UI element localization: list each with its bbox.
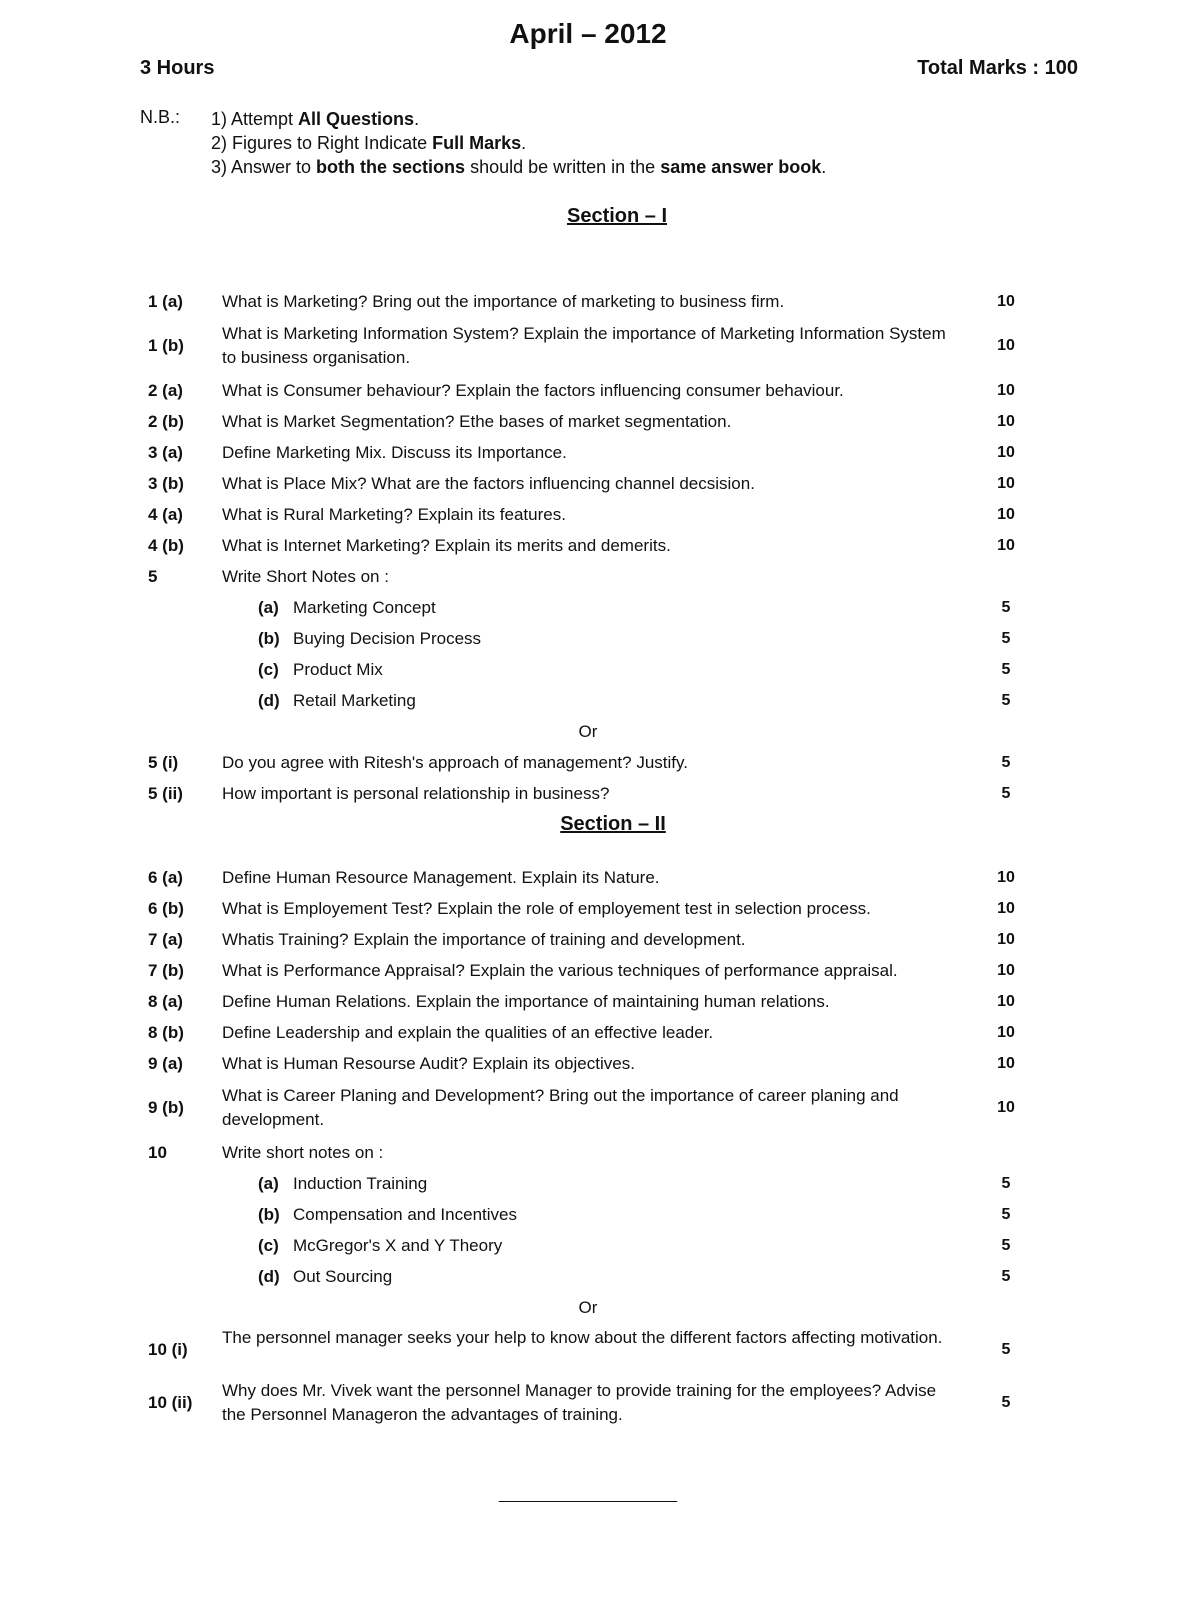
question-marks: 5 bbox=[1001, 599, 1011, 616]
question-row bbox=[0, 1079, 1201, 1137]
question-text: Marketing Concept bbox=[293, 598, 436, 617]
question-number: 8 (a) bbox=[148, 992, 183, 1011]
question-text: Whatis Training? Explain the importance of training and development. bbox=[222, 930, 746, 949]
end-line: ____________________ bbox=[499, 1486, 677, 1503]
question-number: (d) bbox=[258, 691, 280, 710]
question-marks: 10 bbox=[997, 869, 1015, 886]
question-marks: 10 bbox=[997, 1055, 1015, 1072]
question-text: Compensation and Incentives bbox=[293, 1205, 517, 1224]
instructions bbox=[211, 107, 826, 179]
instruction-2: 2) Figures to Right Indicate Full Marks. bbox=[211, 133, 527, 153]
sub-question-row bbox=[0, 592, 1201, 623]
question-row bbox=[0, 986, 1201, 1017]
question-number: (d) bbox=[258, 1267, 280, 1286]
question-text: How important is personal relationship in business? bbox=[222, 784, 610, 803]
question-text: What is Consumer behaviour? Explain the factors influencing consumer behaviour. bbox=[222, 381, 844, 400]
exam-title: April – 2012 bbox=[509, 18, 667, 49]
nb-label: N.B.: bbox=[140, 107, 181, 127]
question-row bbox=[0, 286, 1201, 317]
question-marks: 10 bbox=[997, 931, 1015, 948]
question-marks: 10 bbox=[997, 293, 1015, 310]
question-text: What is Employement Test? Explain the role of employement test in selection process. bbox=[222, 899, 871, 918]
question-number: 9 (b) bbox=[148, 1098, 184, 1117]
question-number: (b) bbox=[258, 629, 280, 648]
question-text: What is Marketing? Bring out the importance of marketing to business firm. bbox=[222, 292, 785, 311]
question-marks: 5 bbox=[1001, 1268, 1011, 1285]
question-marks: 10 bbox=[997, 993, 1015, 1010]
question-number: 5 (i) bbox=[148, 753, 179, 772]
question-number: 9 (a) bbox=[148, 1054, 183, 1073]
question-number: (c) bbox=[258, 660, 279, 679]
question-list bbox=[0, 286, 1201, 1429]
sub-question-row bbox=[0, 1261, 1201, 1292]
question-row bbox=[0, 499, 1201, 530]
question-number: 3 (b) bbox=[148, 474, 184, 493]
question-number: 4 (a) bbox=[148, 505, 183, 524]
question-number: 5 bbox=[148, 567, 158, 586]
question-marks: 5 bbox=[1001, 1237, 1011, 1254]
question-text: Define Leadership and explain the qualities of an effective leader. bbox=[222, 1023, 714, 1042]
sub-question-row bbox=[0, 1168, 1201, 1199]
question-marks: 10 bbox=[997, 962, 1015, 979]
question-number: 3 (a) bbox=[148, 443, 183, 462]
question-marks: 10 bbox=[997, 337, 1015, 354]
question-row bbox=[0, 924, 1201, 955]
question-row bbox=[0, 747, 1201, 778]
question-row bbox=[0, 317, 1201, 375]
question-row bbox=[0, 530, 1201, 561]
duration: 3 Hours bbox=[140, 57, 215, 79]
question-marks: 10 bbox=[997, 1099, 1015, 1116]
question-text: What is Human Resourse Audit? Explain its objectives. bbox=[222, 1054, 635, 1073]
question-text: McGregor's X and Y Theory bbox=[293, 1236, 503, 1255]
question-number: 2 (b) bbox=[148, 412, 184, 431]
question-row bbox=[0, 955, 1201, 986]
sub-question-row bbox=[0, 623, 1201, 654]
question-row bbox=[0, 1137, 1201, 1168]
question-number: 6 (a) bbox=[148, 868, 183, 887]
question-marks: 5 bbox=[1001, 1175, 1011, 1192]
instruction-3: 3) Answer to both the sections should be written in the same answer book. bbox=[211, 157, 827, 177]
question-number: (a) bbox=[258, 1174, 279, 1193]
question-text: Define Human Resource Management. Explain its Nature. bbox=[222, 868, 660, 887]
question-number: 10 bbox=[148, 1143, 167, 1162]
question-row bbox=[0, 893, 1201, 924]
question-row bbox=[0, 1376, 1201, 1429]
question-number: 1 (a) bbox=[148, 292, 183, 311]
question-number: 7 (b) bbox=[148, 961, 184, 980]
question-number: (c) bbox=[258, 1236, 279, 1255]
question-number: 1 (b) bbox=[148, 336, 184, 355]
question-marks: 10 bbox=[997, 506, 1015, 523]
question-text: Why does Mr. Vivek want the personnel Manager to provide training for the employees? Advise the Personnel Manageron the advantages of training. bbox=[222, 1381, 937, 1424]
question-text: Do you agree with Ritesh's approach of management? Justify. bbox=[222, 753, 688, 772]
sub-question-row bbox=[0, 1199, 1201, 1230]
question-number: 7 (a) bbox=[148, 930, 183, 949]
question-text: What is Career Planing and Development? Bring out the importance of career planing and development. bbox=[222, 1086, 899, 1129]
question-marks: 10 bbox=[997, 537, 1015, 554]
question-marks: 5 bbox=[1001, 692, 1011, 709]
or-divider: Or bbox=[578, 1298, 598, 1317]
question-text: What is Marketing Information System? Explain the importance of Marketing Information System to business organisation. bbox=[222, 324, 946, 367]
spacer bbox=[0, 839, 1201, 862]
question-marks: 5 bbox=[1001, 754, 1011, 771]
question-text: What is Performance Appraisal? Explain the various techniques of performance appraisal. bbox=[222, 961, 898, 980]
question-marks: 5 bbox=[1001, 1206, 1011, 1223]
question-number: 4 (b) bbox=[148, 536, 184, 555]
question-row bbox=[0, 468, 1201, 499]
question-number: (a) bbox=[258, 598, 279, 617]
question-text: Product Mix bbox=[293, 660, 383, 679]
question-text: Induction Training bbox=[293, 1174, 428, 1193]
question-row bbox=[0, 1048, 1201, 1079]
instruction-1: 1) Attempt All Questions. bbox=[211, 109, 420, 129]
question-number: 10 (ii) bbox=[148, 1393, 193, 1412]
question-marks: 5 bbox=[1001, 630, 1011, 647]
question-marks: 5 bbox=[1001, 661, 1011, 678]
question-text: Retail Marketing bbox=[293, 691, 416, 710]
question-text: What is Rural Marketing? Explain its features. bbox=[222, 505, 566, 524]
question-number: 5 (ii) bbox=[148, 784, 183, 803]
question-row bbox=[0, 561, 1201, 592]
question-marks: 10 bbox=[997, 1024, 1015, 1041]
question-marks: 5 bbox=[1001, 1341, 1011, 1358]
question-marks: 10 bbox=[997, 413, 1015, 430]
question-marks: 10 bbox=[997, 475, 1015, 492]
question-number: (b) bbox=[258, 1205, 280, 1224]
question-number: 2 (a) bbox=[148, 381, 183, 400]
sub-question-row bbox=[0, 654, 1201, 685]
section-2-heading: Section – II bbox=[560, 813, 666, 835]
question-row bbox=[0, 406, 1201, 437]
question-row bbox=[0, 437, 1201, 468]
question-row bbox=[0, 1323, 1201, 1376]
question-text: What is Internet Marketing? Explain its merits and demerits. bbox=[222, 536, 671, 555]
question-row bbox=[0, 778, 1201, 809]
total-marks: Total Marks : 100 bbox=[917, 57, 1078, 79]
question-text: What is Place Mix? What are the factors influencing channel decsision. bbox=[222, 474, 755, 493]
question-number: 6 (b) bbox=[148, 899, 184, 918]
question-marks: 5 bbox=[1001, 1394, 1011, 1411]
question-marks: 10 bbox=[997, 444, 1015, 461]
question-text: What is Market Segmentation? Ethe bases of market segmentation. bbox=[222, 412, 732, 431]
question-row bbox=[0, 1017, 1201, 1048]
sub-question-row bbox=[0, 1230, 1201, 1261]
question-text: Write short notes on : bbox=[222, 1143, 384, 1162]
question-marks: 10 bbox=[997, 900, 1015, 917]
question-row bbox=[0, 375, 1201, 406]
question-marks: 5 bbox=[1001, 785, 1011, 802]
question-text: Write Short Notes on : bbox=[222, 567, 389, 586]
question-row bbox=[0, 862, 1201, 893]
question-text: Out Sourcing bbox=[293, 1267, 393, 1286]
question-text: Define Marketing Mix. Discuss its Importance. bbox=[222, 443, 567, 462]
question-text: Buying Decision Process bbox=[293, 629, 482, 648]
or-divider: Or bbox=[578, 722, 598, 741]
section-1-heading: Section – I bbox=[566, 205, 668, 227]
question-text: Define Human Relations. Explain the importance of maintaining human relations. bbox=[222, 992, 830, 1011]
question-number: 10 (i) bbox=[148, 1340, 188, 1359]
question-number: 8 (b) bbox=[148, 1023, 184, 1042]
question-marks: 10 bbox=[997, 382, 1015, 399]
sub-question-row bbox=[0, 685, 1201, 716]
question-text: The personnel manager seeks your help to know about the different factors affecting motivation. bbox=[222, 1328, 943, 1347]
